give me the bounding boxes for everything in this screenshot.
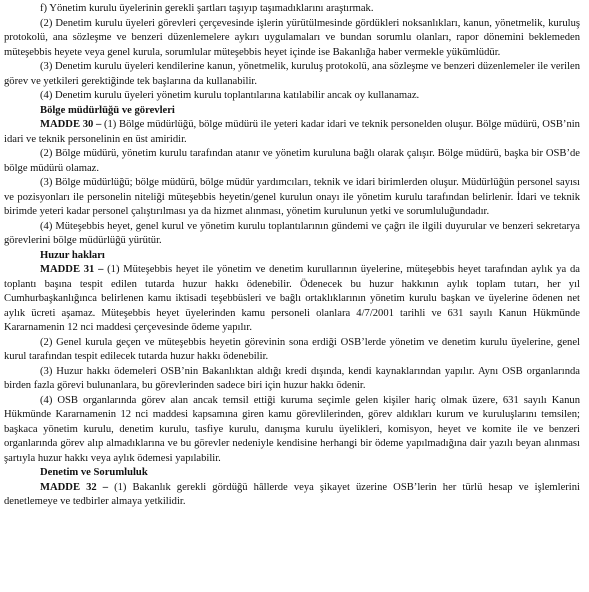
paragraph-31-2: (2) Genel kurula geçen ve müteşebbis heyetin görevinin sona erdiği OSB’lerde yönetim ve denetim kurulu üyelerine, genel kurul tarafından tespit edilecek tutarda huzur hakkı ödenebilir. bbox=[4, 336, 580, 362]
article-31-label: MADDE 31 – bbox=[40, 264, 104, 275]
article-30-label: MADDE 30 – bbox=[40, 119, 102, 130]
paragraph-30-3: (3) Bölge müdürlüğü; bölge müdürü, bölge müdür yardımcıları, teknik ve idari birimlerden oluşur. Müdürlüğün personel sayısı ve pozisyonları ile personelin niteliği müteşebbis heyetin/genel kurulun onayı ile yönetim kurulu tarafından belirlenir. İdari ve teknik birimde yeteri kadar personel çalıştırılması ya da hizmet alınması, yönetim kurulunun yetki ve sorumluluğundadır. bbox=[4, 177, 580, 217]
section-heading-denetim-ve-sorumluluk: Denetim ve Sorumluluk bbox=[40, 467, 148, 478]
section-heading-huzur-haklari: Huzur hakları bbox=[40, 249, 105, 261]
article-32-text: (1) Bakanlık gerekli gördüğü hâllerde veya şikayet üzerine OSB’lerin her türlü hesap ve işlemlerini denetlemeye ve tedbirler almaya yetkilidir. bbox=[4, 481, 580, 507]
paragraph-29-3: (3) Denetim kurulu üyeleri kendilerine kanun, yönetmelik, kuruluş protokolü, ana sözleşme ve benzeri düzenlemeler ile verilen görev ve yetkileri gerektiğinde tek başlarına da kullanabilir. bbox=[4, 61, 580, 87]
paragraph-31-4: (4) OSB organlarında görev alan ancak temsil ettiği kuruma seçimle gelen kişiler hariç olmak üzere, 631 sayılı Kanun Hükmünde Kararnamenin 12 nci maddesi kapsamına giren kamu görevlilerinden, görev aldıkları kurum ve kuruluşlarını temsilen; başkaca yönetim kurulu, denetim kurulu, tasfiye kurulu, danışma kurulu üyelikleri, komisyon, heyet ve komite ile ve benzeri organlarında görev alıp almadıklarına ve bu görevler nedeniyle kendisine herhangi bir ödeme yapılmadığına dair yazılı beyan alınması şartıyla huzur hakkı veya aylık ödemesi yapılabilir. bbox=[4, 394, 580, 464]
article-30-paragraph-1 bbox=[4, 118, 580, 147]
article-31-text: (1) Müteşebbis heyet ile yönetim ve denetim kurullarının üyelerine, müteşebbis heyet tarafından aylık ya da toplantı başına tespit edilen tutarda huzur hakkı ödenebilir. Ödenecek bu huzur hakkının aylık toplam tutarı, her yıl Cumhurbaşkanlığınca belirlenen kamu iktisadi teşebbüsleri ve bağlı ortaklıklarının yönetim kurulu başkan ve üyelerine ödenen net aylık ücreti aşamaz. Müteşebbis heyet üyelerinden kamu personeli olanlara 4/7/2001 tarihli ve 631 sayılı Kanun Hükmünde Kararnamenin 12 nci maddesi çerçevesinde ödeme yapılır. bbox=[4, 264, 580, 333]
paragraph-29-4: (4) Denetim kurulu üyeleri yönetim kurulu toplantılarına katılabilir ancak oy kullanamaz. bbox=[40, 90, 420, 101]
paragraph-30-4: (4) Müteşebbis heyet, genel kurul ve yönetim kurulu toplantılarının gündemi ve çağrı ile ilgili duyurular ve benzeri sekretarya görevlerini bölge müdürlüğü yürütür. bbox=[4, 220, 580, 246]
article-31-paragraph-1 bbox=[4, 263, 580, 336]
paragraph-30-2: (2) Bölge müdürü, yönetim kurulu tarafından atanır ve yönetim kuruluna bağlı olarak çalışır. Bölge müdürü, başka bir OSB’de bölge müdürü olamaz. bbox=[4, 148, 580, 174]
article-32-label: MADDE 32 – bbox=[40, 481, 109, 493]
article-32-paragraph-1 bbox=[4, 481, 580, 510]
article-30-text: (1) Bölge müdürlüğü, bölge müdürü ile yeteri kadar idari ve teknik personelden oluşur. Bölge müdürü, OSB’nin idari ve teknik personelinin en üst amiridir. bbox=[4, 119, 580, 145]
section-heading-bolge-mudurlugu: Bölge müdürlüğü ve görevleri bbox=[40, 104, 175, 116]
paragraph-31-3: (3) Huzur hakkı ödemeleri OSB’nin Bakanlıktan aldığı kredi dışında, kendi kaynaklarından yapılır. Aynı OSB organlarında birden fazla görevi bulunanlara, bu görevlerinden sadece biri için huzur hakkı ödenir. bbox=[4, 365, 580, 391]
paragraph-29-2: (2) Denetim kurulu üyeleri görevleri çerçevesinde işlerin yürütülmesinde gördükleri noksanlıkları, kanun, yönetmelik, kuruluş protokolü, ana sözleşme ve benzeri düzenlemelere aykırı uygulamaları ve bundan sorumlu olanları, rapor dönemini beklemeden müteşebbis heyete veya genel kurula, sorumlular müteşebbis heyet içinde ise Bakanlığa haber vermekle yükümlüdür. bbox=[4, 17, 580, 58]
paragraph-29-1-f: f) Yönetim kurulu üyelerinin gerekli şartları taşıyıp taşımadıklarını araştırmak. bbox=[40, 3, 374, 14]
